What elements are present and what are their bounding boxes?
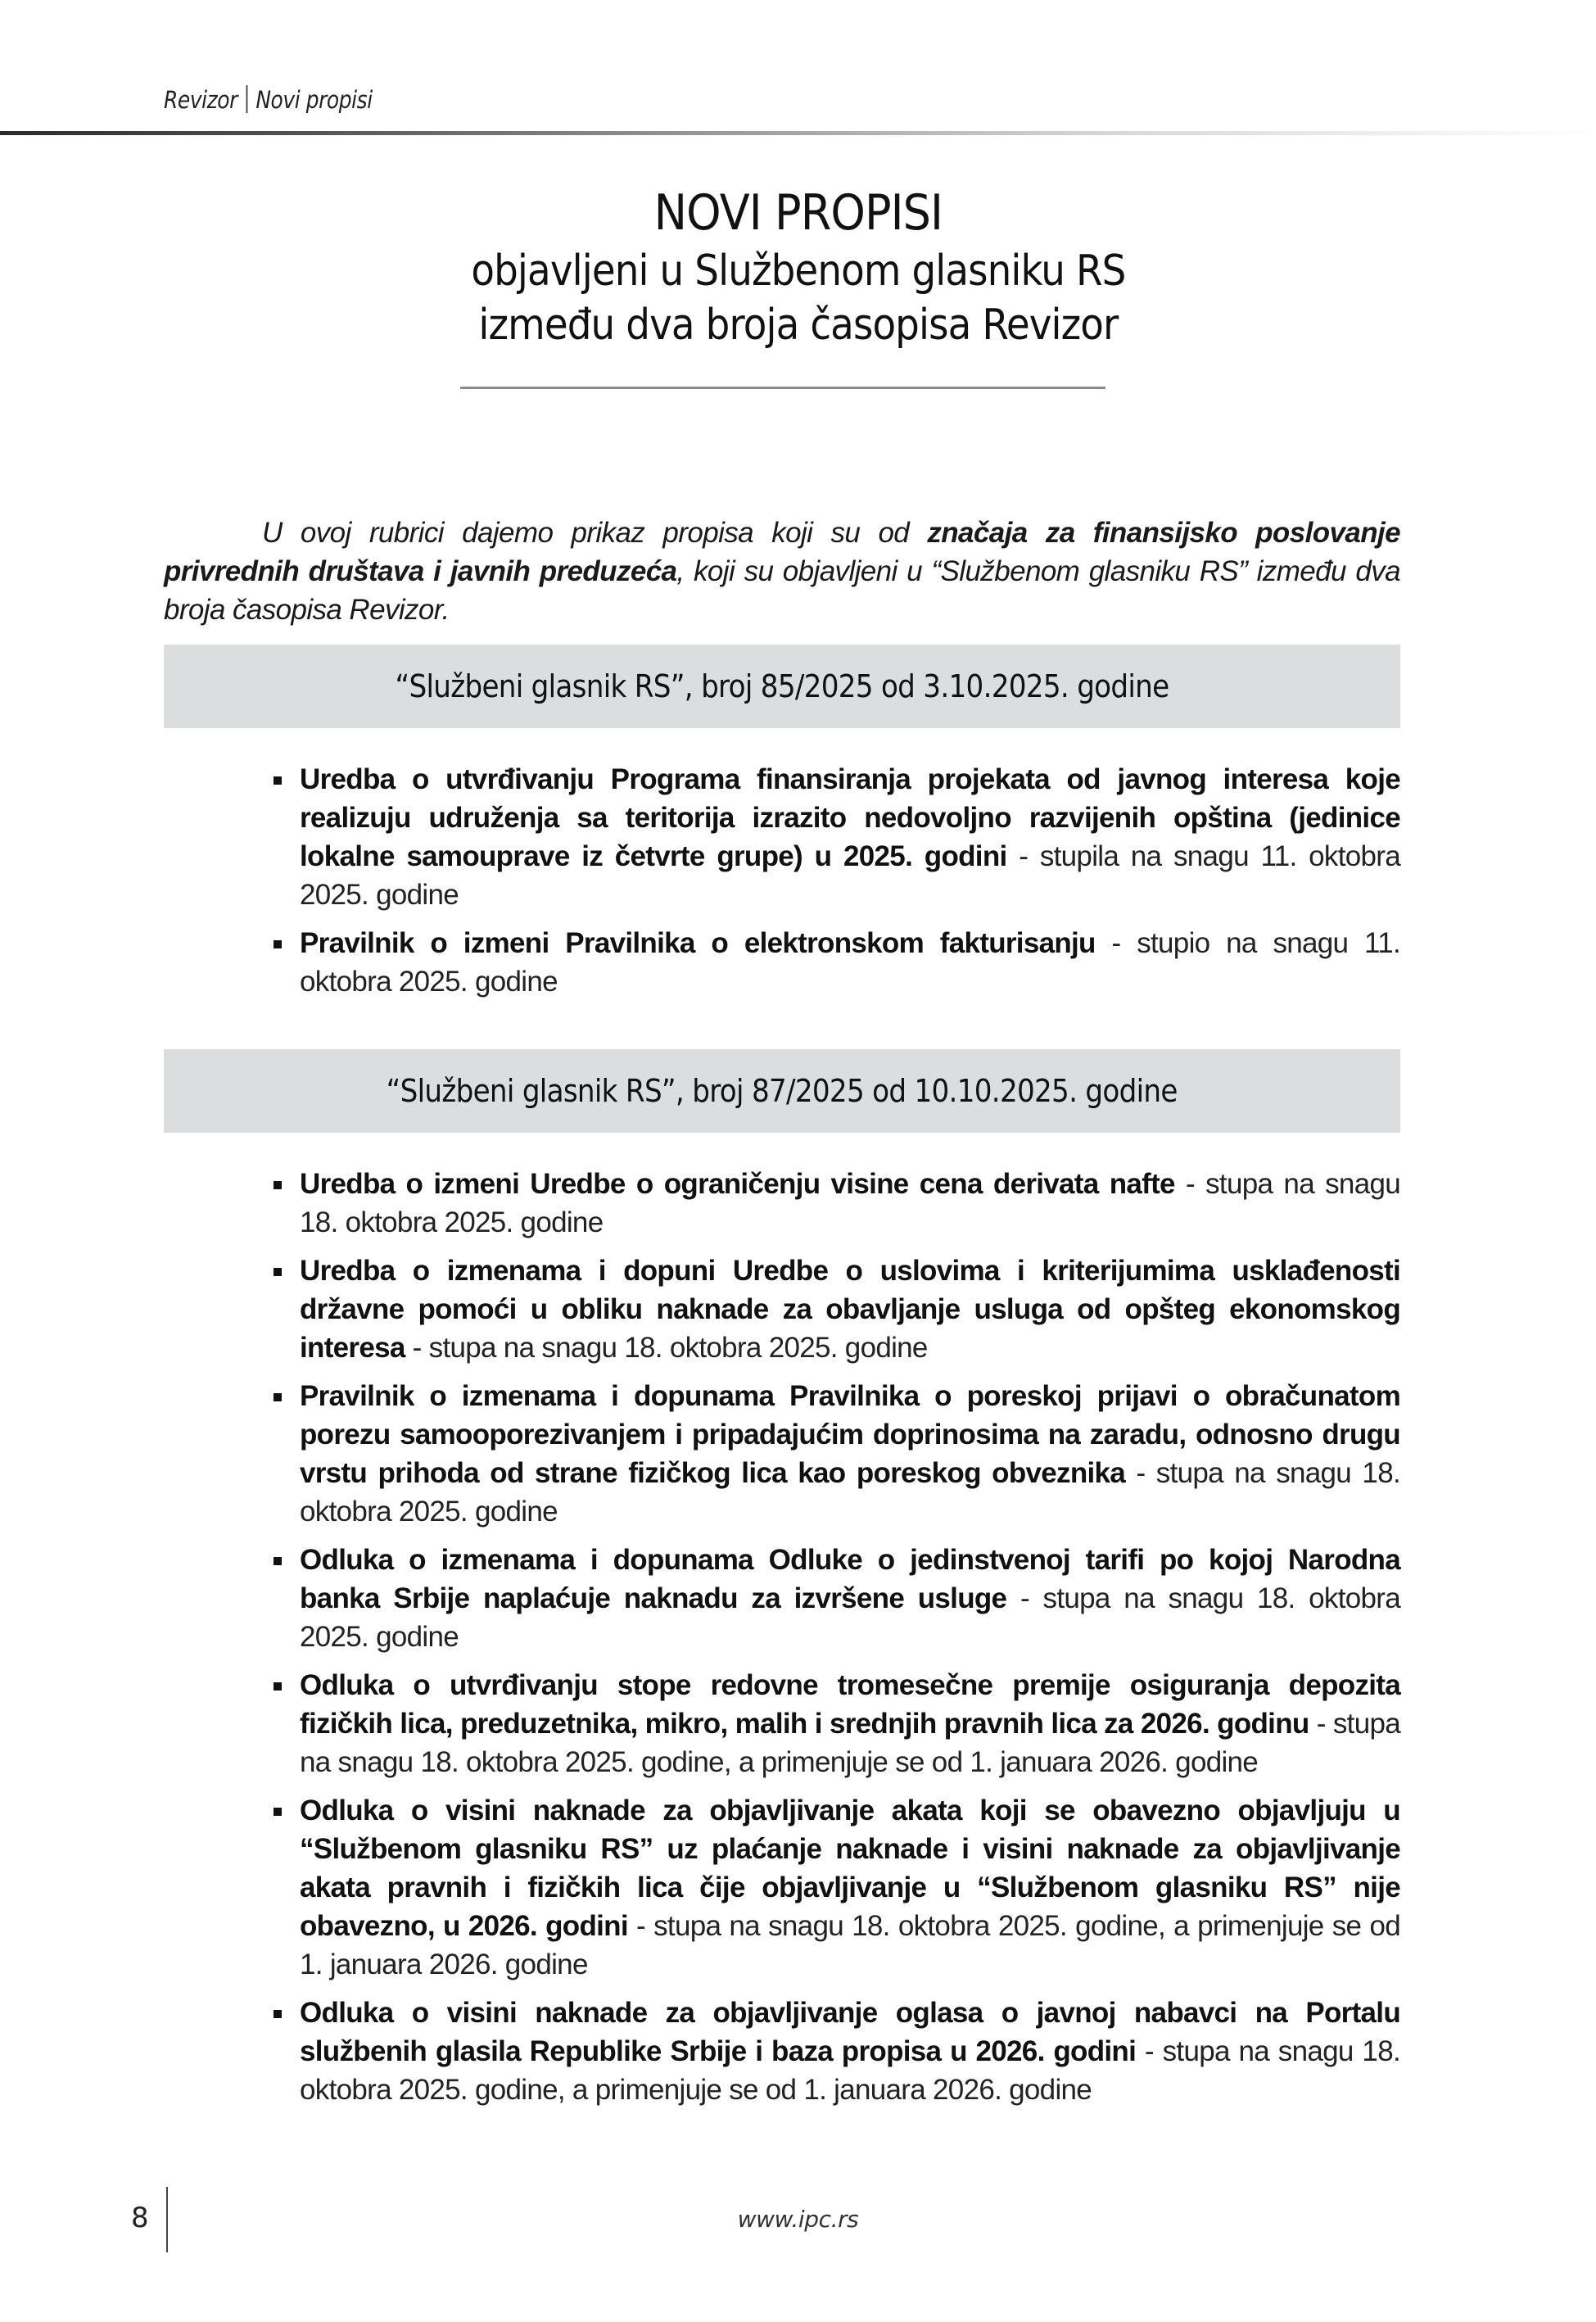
regulation-item <box>270 1252 1400 1367</box>
gazette-heading: “Službeni glasnik RS”, broj 87/2025 od 10.10.2025. godine <box>387 1073 1178 1109</box>
running-header-publication: Revizor <box>164 86 237 114</box>
regulation-title: Odluka o visini naknade za objavljivanje oglasa o javnoj nabavci na Portalu službenih glasila Republike Srbije i baza propisa u 2026. godini <box>300 1997 1400 2067</box>
regulation-title: Uredba o utvrđivanju Programa finansiranja projekata od javnog interesa koje realizuju udruženja sa teritorija izrazito nedovoljno razvijenih opština (jedinice lokalne samouprave iz četvrte grupe) u 2025. godini <box>300 763 1400 872</box>
square-bullet-icon <box>274 2010 282 2018</box>
regulation-title: Uredba o izmenama i dopuni Uredbe o uslovima i kriterijumima usklađenosti državne pomoći u obliku naknade za obavljanje usluga od opšteg ekonomskog interesa <box>300 1255 1400 1364</box>
regulation-title: Odluka o izmenama i dopunama Odluke o jedinstvenoj tarifi po kojoj Narodna banka Srbije naplaćuje naknadu za izvršene usluge <box>300 1544 1400 1614</box>
regulation-title: Pravilnik o izmeni Pravilnika o elektronskom fakturisanju <box>300 927 1096 959</box>
gazette-heading: “Službeni glasnik RS”, broj 85/2025 od 3.10.2025. godine <box>395 668 1169 704</box>
regulation-title: Odluka o utvrđivanju stope redovne tromesečne premije osiguranja depozita fizičkih lica, preduzetnika, mikro, malih i srednjih pravnih lica za 2026. godinu <box>300 1669 1400 1740</box>
intro-text-2: , koji su objavljeni u “Službenom glasniku RS” između dva broja časopisa Revizor. <box>164 555 1400 626</box>
square-bullet-icon <box>274 1393 282 1401</box>
regulation-item <box>270 1377 1400 1531</box>
intro-paragraph <box>164 514 1400 629</box>
regulation-title: Pravilnik o izmenama i dopunama Pravilnika o poreskoj prijavi o obračunatom porezu samooporezivanjem i pripadajućim doprinosima na zaradu, odnosno drugu vrstu prihoda od strane fizičkog lica kao poreskog obveznika <box>300 1380 1400 1489</box>
regulation-effective-note: - stupa na snagu 18. oktobra 2025. godine, a primenjuje se od 1. januara 2026. godine <box>300 1910 1400 1980</box>
footer-website-link[interactable]: www.ipc.rs <box>737 2206 859 2233</box>
regulation-list <box>270 760 1400 1011</box>
square-bullet-icon <box>274 940 282 948</box>
square-bullet-icon <box>274 1808 282 1816</box>
regulation-effective-note: - stupa na snagu 18. oktobra 2025. godine <box>300 1582 1400 1653</box>
regulation-item <box>270 1666 1400 1781</box>
square-bullet-icon <box>274 1557 282 1565</box>
regulation-item <box>270 1165 1400 1242</box>
page-title: NOVI PROPISI <box>653 184 943 242</box>
regulation-effective-note: - stupa na snagu 18. oktobra 2025. godine <box>405 1332 928 1364</box>
regulation-title: Odluka o visini naknade za objavljivanje akata koji se obavezno objavljuju u “Službenom glasniku RS” uz plaćanje naknade i visini naknade za objavljivanje akata pravnih i fizičkih lica čije objavljivanje u “Službenom glasniku RS” nije obavezno, u 2026. godini <box>300 1795 1400 1942</box>
title-divider <box>460 387 1105 389</box>
regulation-item <box>270 760 1400 914</box>
regulation-item <box>270 924 1400 1001</box>
regulation-title: Uredba o izmeni Uredbe o ograničenju visine cena derivata nafte <box>300 1168 1175 1200</box>
running-header-section: Novi propisi <box>255 86 373 114</box>
regulation-effective-note: - stupa na snagu 18. oktobra 2025. godine, a primenjuje se od 1. januara 2026. godine <box>300 1708 1400 1778</box>
square-bullet-icon <box>274 1682 282 1691</box>
regulation-list <box>270 1165 1400 2119</box>
square-bullet-icon <box>274 1268 282 1276</box>
header-rule <box>0 131 1596 135</box>
intro-emphasis: značaja za finansijsko poslovanje privrednih društava i javnih preduzeća <box>164 517 1400 587</box>
regulation-effective-note: - stupio na snagu 11. oktobra 2025. godine <box>300 927 1401 998</box>
intro-text-1: U ovoj rubrici dajemo prikaz propisa koji su od <box>262 517 928 549</box>
gazette-heading-band <box>164 645 1400 728</box>
page-number: 8 <box>131 2202 149 2234</box>
square-bullet-icon <box>274 1181 282 1189</box>
regulation-effective-note: - stupa na snagu 18. oktobra 2025. godine, a primenjuje se od 1. januara 2026. godine <box>300 2035 1400 2106</box>
regulation-effective-note: - stupa na snagu 18. oktobra 2025. godine <box>300 1457 1400 1528</box>
regulation-item <box>270 1994 1400 2109</box>
regulation-effective-note: - stupa na snagu 18. oktobra 2025. godine <box>300 1168 1400 1238</box>
page-subtitle-line-1: objavljeni u Službenom glasniku RS <box>470 247 1126 296</box>
regulation-item <box>270 1791 1400 1984</box>
page-title-block <box>0 182 1596 352</box>
regulation-item <box>270 1541 1400 1656</box>
page-subtitle-line-2: između dva broja časopisa Revizor <box>477 301 1118 350</box>
running-header <box>164 85 373 114</box>
running-header-separator <box>246 85 247 113</box>
regulation-effective-note: - stupila na snagu 11. oktobra 2025. godine <box>300 840 1400 911</box>
square-bullet-icon <box>274 776 282 785</box>
gazette-heading-band <box>164 1049 1400 1133</box>
